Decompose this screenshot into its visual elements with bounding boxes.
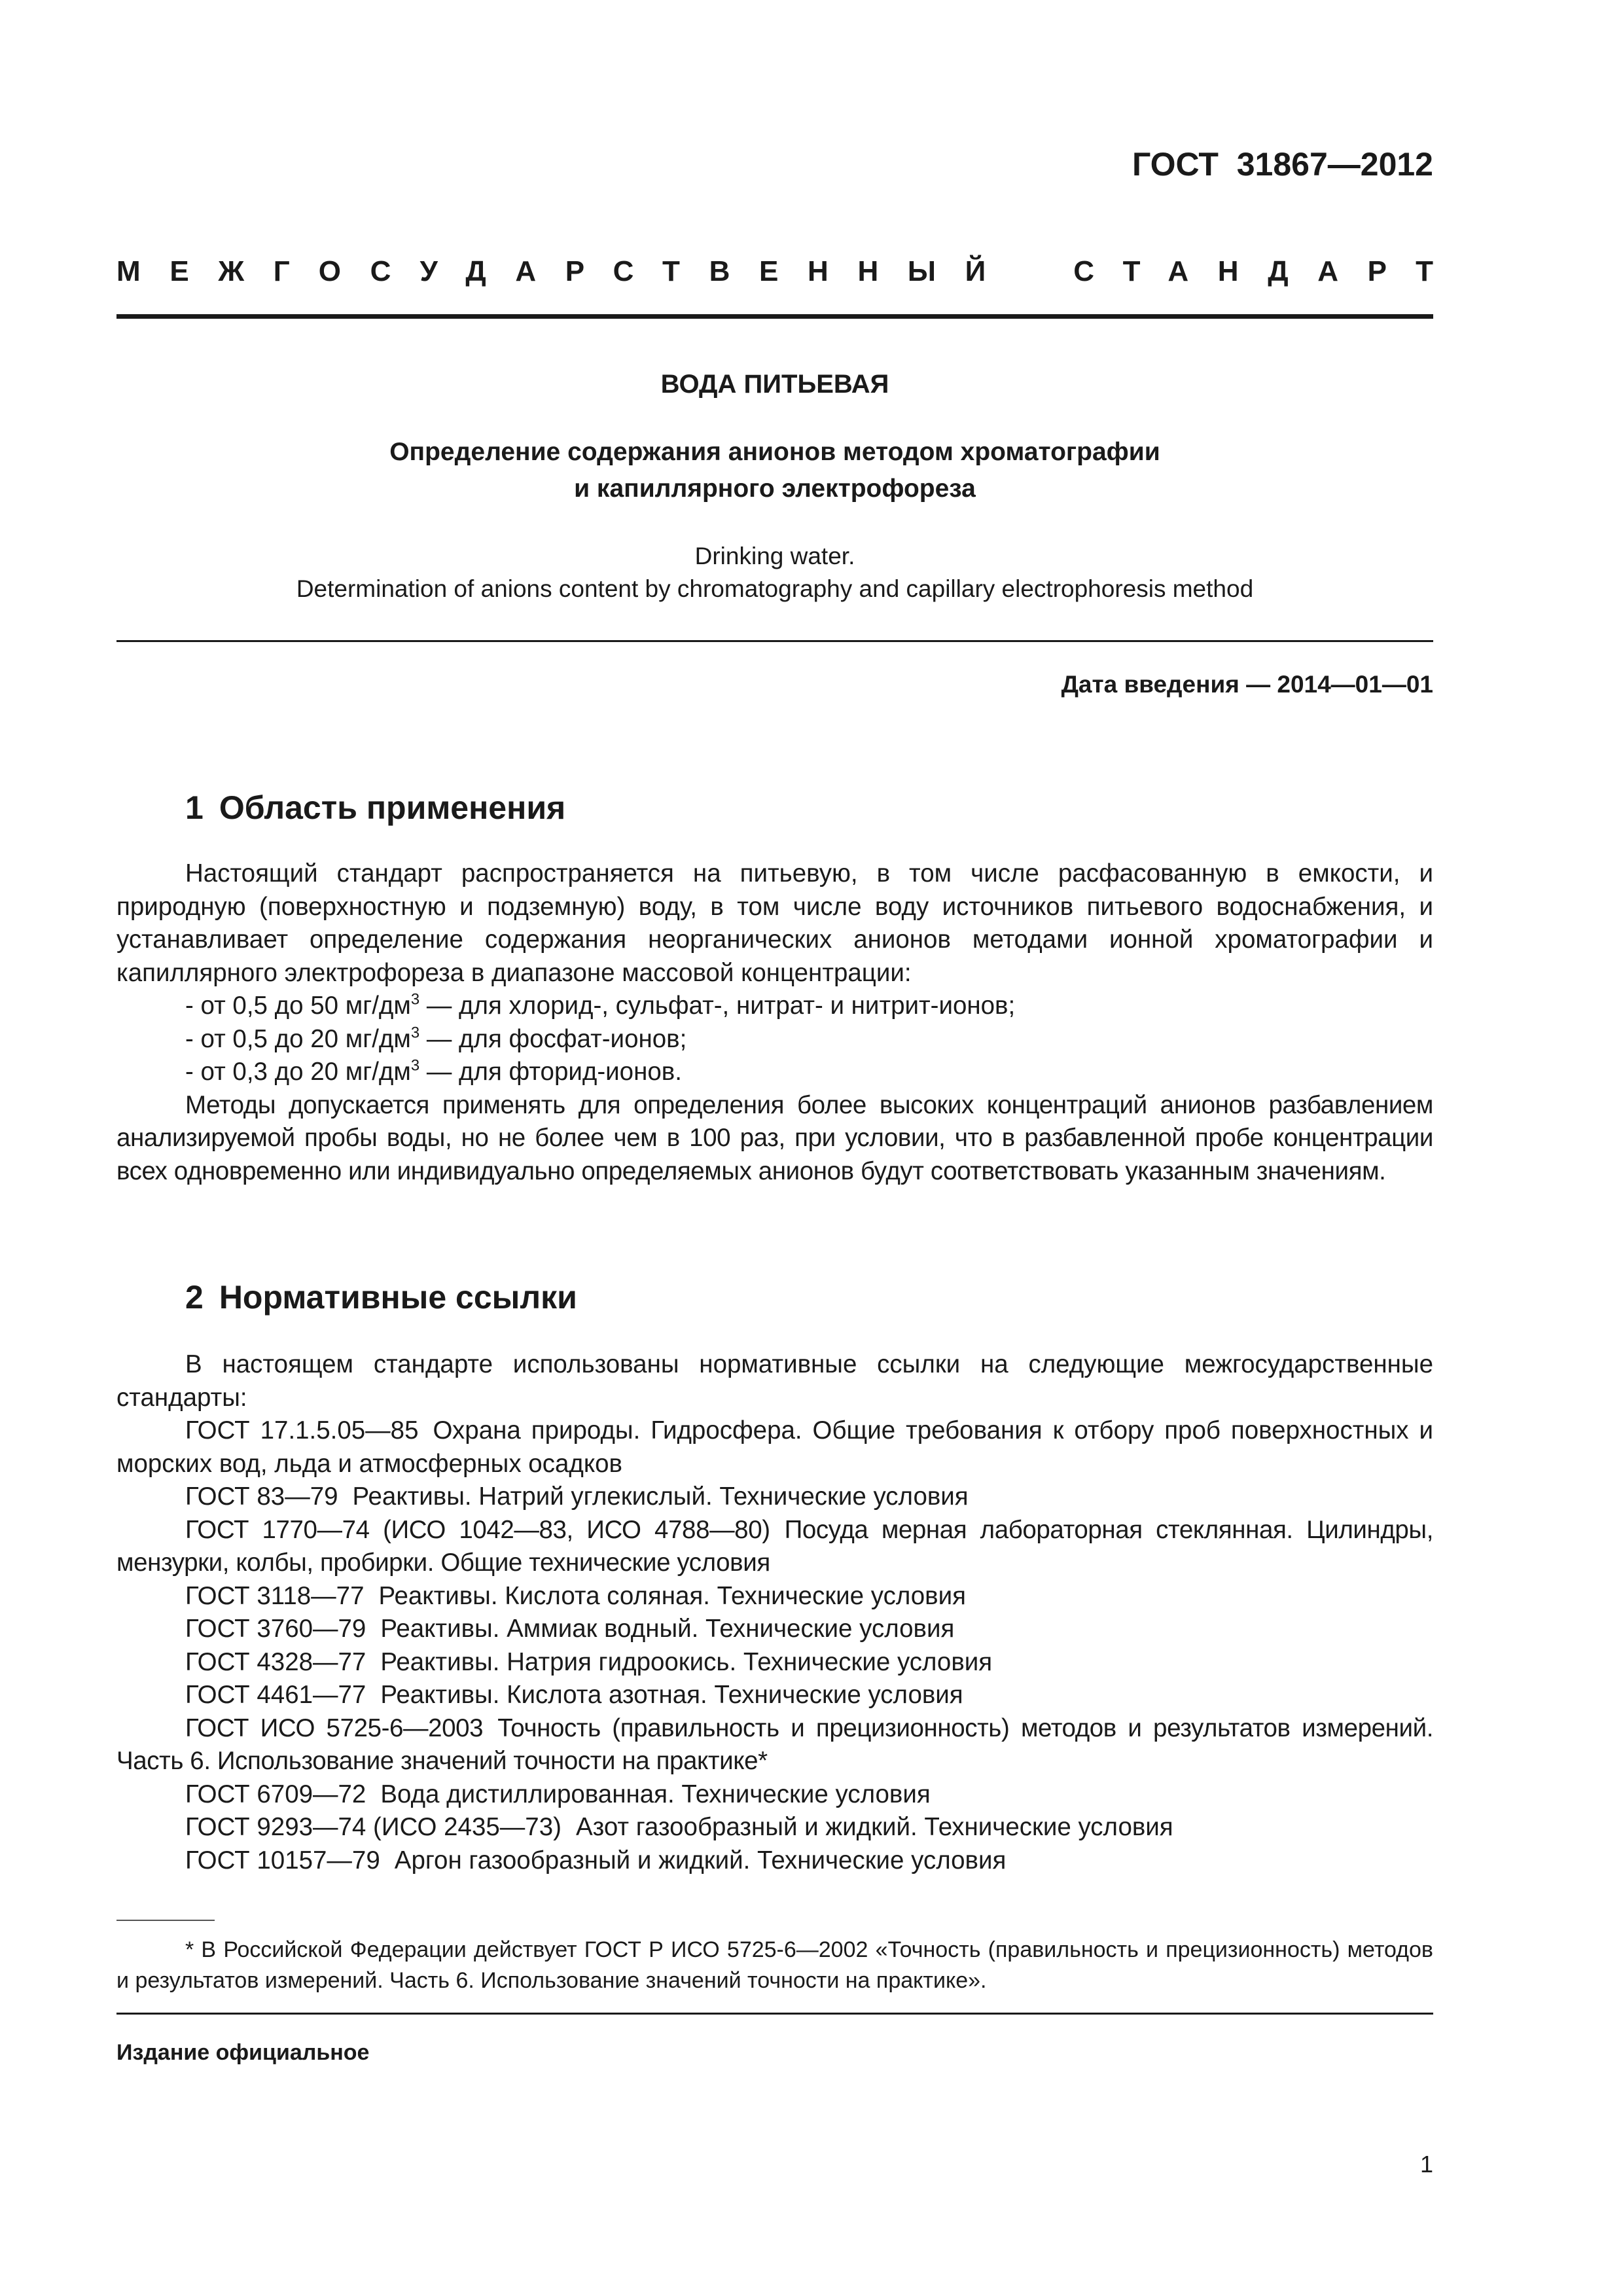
- reference-item: [116, 1414, 1433, 1480]
- reference-title: Вода дистиллированная. Технические условия: [380, 1780, 931, 1808]
- section-title: Область применения: [219, 789, 566, 826]
- section-number: 2: [185, 1279, 204, 1316]
- reference-title: Реактивы. Натрий углекислый. Технические условия: [352, 1482, 969, 1511]
- section-number: 1: [185, 789, 204, 826]
- footer-rule: [116, 2013, 1433, 2015]
- subtitle-line: Определение содержания анионов методом хроматографии: [389, 438, 1160, 466]
- document-title: ВОДА ПИТЬЕВАЯ: [660, 370, 889, 399]
- reference-title: Азот газообразный и жидкий. Технические условия: [575, 1813, 1173, 1841]
- reference-code: ГОСТ 83—79: [185, 1482, 338, 1511]
- reference-title: Реактивы. Натрия гидроокись. Технические условия: [380, 1647, 993, 1676]
- footnote: [116, 1935, 1433, 1996]
- reference-item: [116, 1646, 1433, 1679]
- reference-item: [116, 1844, 1433, 1878]
- reference-item: [116, 1778, 1433, 1812]
- reference-title: Реактивы. Кислота соляная. Технические условия: [378, 1581, 966, 1610]
- reference-item: [116, 1580, 1433, 1613]
- section-1-body: [116, 857, 1433, 1188]
- reference-item: [116, 1514, 1433, 1580]
- reference-code: ГОСТ ИСО 5725-6—2003: [185, 1713, 484, 1742]
- standard-number: ГОСТ 31867—2012: [1132, 146, 1433, 183]
- section-1-heading: [185, 789, 565, 827]
- references-intro: В настоящем стандарте использованы нормативные ссылки на следующие межгосударственные стандарты:: [116, 1350, 1433, 1412]
- page-number: 1: [1419, 2151, 1433, 2178]
- header-rule: [116, 314, 1433, 319]
- banner-word-standard: СТАНДАРТ: [1073, 255, 1463, 287]
- reference-code: ГОСТ 3118—77: [185, 1581, 365, 1610]
- reference-title: Реактивы. Аммиак водный. Технические условия: [380, 1615, 955, 1643]
- reference-title: Аргон газообразный и жидкий. Технические условия: [394, 1846, 1007, 1874]
- reference-code: ГОСТ 17.1.5.05—85: [185, 1416, 419, 1444]
- reference-item: [116, 1613, 1433, 1646]
- range-item: - от 0,5 до 50 $мг/дм^3$ — для хлорид-, сульфат-, нитрат- и нитрит-ионов;: [185, 990, 1016, 1020]
- scope-paragraph: Настоящий стандарт распространяется на питьевую, в том числе расфасованную в емкости, и природную (поверхностную и подземную) воду, в том числе воду источников питьевого водоснабжения, и устанавливает определение содержания неорганических анионов методами ионной хроматографии и капиллярного электрофореза в диапазоне массовой концентрации:: [116, 859, 1433, 987]
- dilution-paragraph: Методы допускается применять для определения более высоких концентраций анионов разбавлением анализируемой пробы воды, но не более чем в 100 раз, при условии, что в разбавленной пробе концентрации всех одновременно или индивидуально определяемых анионов будут соответствовать указанным значениям.: [116, 1090, 1433, 1185]
- reference-code: ГОСТ 3760—79: [185, 1615, 366, 1643]
- english-title: [116, 540, 1433, 605]
- reference-code: ГОСТ 6709—72: [185, 1780, 366, 1808]
- reference-item: [116, 1480, 1433, 1514]
- reference-item: [116, 1679, 1433, 1712]
- section-2-body: [116, 1348, 1433, 1877]
- title-rule: [116, 640, 1433, 642]
- reference-code: ГОСТ 9293—74 (ИСО 2435—73): [185, 1813, 562, 1841]
- reference-title: Охрана природы. Гидросфера. Общие требования к отбору проб поверхностных и морских вод, льда и атмосферных осадков: [116, 1416, 1433, 1478]
- document-subtitle: [116, 434, 1433, 507]
- english-title-line: Determination of anions content by chromatography and capillary electrophoresis method: [296, 575, 1254, 602]
- reference-code: ГОСТ 10157—79: [185, 1846, 380, 1874]
- footnote-text: * В Российской Федерации действует ГОСТ Р ИСО 5725-6—2002 «Точность (правильность и прецизионность) методов и результатов измерений. Часть 6. Использование значений точности на практике».: [116, 1937, 1433, 1993]
- english-title-line: Drinking water.: [694, 543, 855, 569]
- introduction-date: Дата введения — 2014—01—01: [1061, 671, 1433, 698]
- footnote-separator: [116, 1920, 215, 1921]
- section-title: Нормативные ссылки: [219, 1279, 577, 1316]
- reference-item: [116, 1811, 1433, 1844]
- reference-title: Посуда мерная лабораторная стеклянная. Цилиндры, мензурки, колбы, пробирки. Общие технические условия: [116, 1515, 1433, 1577]
- section-2-heading: [185, 1278, 577, 1316]
- reference-title: Реактивы. Кислота азотная. Технические условия: [380, 1681, 963, 1709]
- reference-code: ГОСТ 1770—74 (ИСО 1042—83, ИСО 4788—80): [185, 1515, 770, 1544]
- subtitle-line: и капиллярного электрофореза: [574, 475, 976, 503]
- standard-type-banner: [116, 255, 1463, 288]
- reference-code: ГОСТ 4328—77: [185, 1647, 366, 1676]
- reference-code: ГОСТ 4461—77: [185, 1681, 366, 1709]
- banner-word-interstate: МЕЖГОСУДАРСТВЕННЫЙ: [116, 255, 1015, 287]
- reference-item: [116, 1712, 1433, 1778]
- range-item: - от 0,3 до 20 $мг/дм^3$ — для фторид-ионов.: [185, 1056, 682, 1086]
- reference-title: Точность (правильность и прецизионность) методов и результатов измерений. Часть 6. Использование значений точности на практике*: [116, 1713, 1433, 1775]
- range-item: - от 0,5 до 20 $мг/дм^3$ — для фосфат-ионов;: [185, 1024, 687, 1053]
- official-edition-label: Издание официальное: [116, 2040, 370, 2065]
